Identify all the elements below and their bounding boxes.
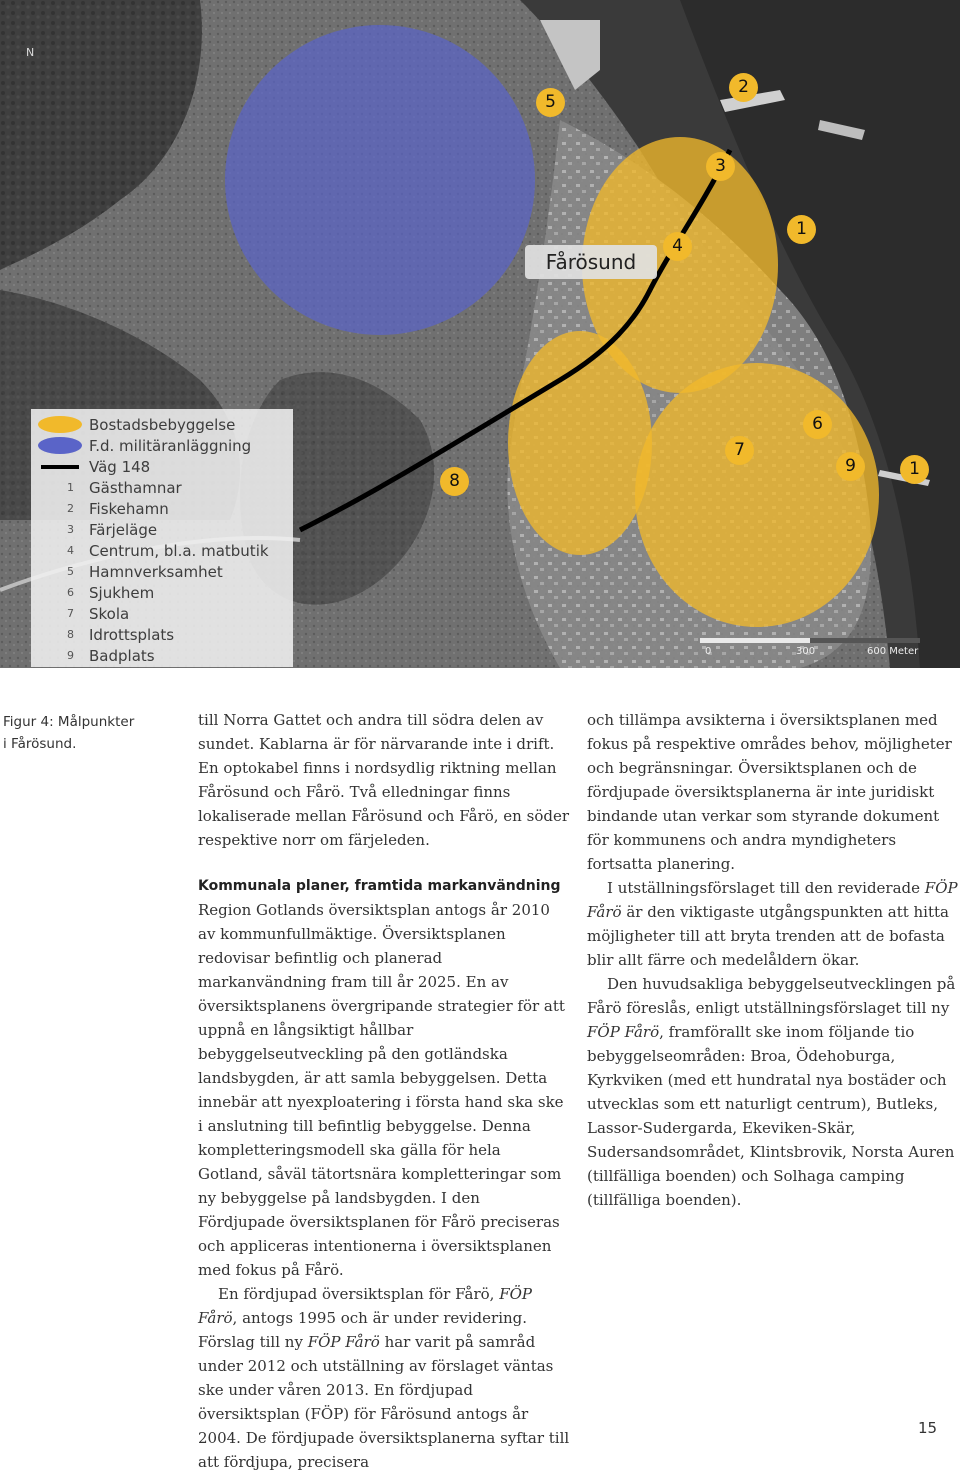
paragraph bbox=[198, 1282, 570, 1474]
marker-4: 4 bbox=[663, 232, 692, 261]
legend-label: Väg 148 bbox=[89, 457, 151, 476]
legend-number: 7 bbox=[67, 607, 74, 620]
legend-label: Idrottsplats bbox=[89, 625, 175, 644]
italic-span: FÖP Fårö bbox=[198, 1285, 532, 1327]
scale-end: 600 Meter bbox=[867, 646, 919, 657]
marker-1-south: 1 bbox=[900, 455, 929, 484]
legend-number: 4 bbox=[67, 544, 74, 557]
legend-label: Fiskehamn bbox=[89, 499, 169, 518]
text-span: Den huvudsakliga bebyggelseutvecklingen på Fårö föreslås, enligt utställningsförslaget till ny bbox=[587, 975, 956, 1017]
legend-label: Centrum, bl.a. matbutik bbox=[89, 541, 269, 560]
paragraph: och tillämpa avsikterna i översiktsplanen med fokus på respektive områdes behov, möjligheter och begränsningar. Översiktsplanen och de fördjupade översiktsplanerna är inte juridiskt bindande utan verkar som styrande dokument för kommunens och andra myndigheters fortsatta planering. bbox=[587, 711, 952, 873]
legend-item bbox=[31, 519, 157, 540]
map-legend bbox=[31, 409, 293, 667]
housing-swatch-icon bbox=[38, 416, 82, 433]
text-column-middle bbox=[198, 708, 570, 1474]
text-span: har varit på samråd under 2012 och utställning av förslaget väntas ske under våren 2013. En fördjupad översiktsplan (FÖP) för Fårösund antogs år 2004. De fördjupade översiktsplanerna syftar till att fördjupa, precisera bbox=[198, 1333, 570, 1471]
page-number: 15 bbox=[918, 1419, 938, 1437]
legend-item-road bbox=[31, 456, 150, 477]
legend-label: Sjukhem bbox=[89, 583, 155, 602]
legend-label: Bostadsbebyggelse bbox=[89, 415, 236, 434]
marker-6: 6 bbox=[803, 410, 832, 439]
legend-item bbox=[31, 477, 182, 498]
legend-item bbox=[31, 498, 169, 519]
marker-7: 7 bbox=[725, 436, 754, 465]
italic-span: FÖP Fårö bbox=[307, 1333, 380, 1351]
legend-number: 8 bbox=[67, 628, 74, 641]
legend-label: Färjeläge bbox=[89, 520, 158, 539]
section-heading: Kommunala planer, framtida markanvändning bbox=[198, 878, 561, 894]
legend-label: Gästhamnar bbox=[89, 478, 182, 497]
legend-number: 3 bbox=[67, 523, 74, 536]
text-column-right bbox=[587, 708, 959, 1212]
scale-mid: 300 bbox=[796, 646, 816, 657]
legend-item bbox=[31, 540, 269, 561]
military-swatch-icon bbox=[38, 437, 82, 454]
marker-2: 2 bbox=[729, 73, 758, 102]
caption-line: i Fårösund. bbox=[3, 736, 77, 752]
legend-number: 5 bbox=[67, 565, 74, 578]
legend-label: F.d. militäranläggning bbox=[89, 436, 252, 455]
road-line-icon bbox=[41, 465, 79, 469]
legend-label: Hamnverksamhet bbox=[89, 562, 223, 581]
figure-caption bbox=[3, 711, 163, 755]
legend-label: Badplats bbox=[89, 646, 155, 665]
text-span: är den viktigaste utgångspunkten att hitta möjligheter till att bryta trenden att de bofasta blir allt färre och medelåldern ökar. bbox=[587, 903, 949, 969]
paragraph: Region Gotlands översiktsplan antogs år 2010 av kommunfullmäktige. Översiktsplanen redovisar befintlig och planerad markanvändning fram till år 2025. En av översiktsplanens övergripande strategier för att uppnå en långsiktigt hållbar bebyggelseutveckling på den gotländska landsbygden, är att samla bebyggelsen. Detta innebär att nyexploatering i första hand ska ske i anslutning till befintlig bebyggelse. Denna kompletteringsmodell ska gälla för hela Gotland, såväl tätortsnära kompletteringar som ny bebyggelse på landsbygden. I den Fördjupade översiktsplanen för Fårö preciseras och appliceras intentionerna i översiktsplanen med fokus på Fårö. bbox=[198, 901, 565, 1279]
paragraph bbox=[587, 972, 959, 1212]
text-span: , framförallt ske inom följande tio bebyggelseområden: Broa, Ödehoburga, Kyrkviken (med ett hundratal nya bostäder och utvecklas som ett naturligt centrum), Butleks, Lassor-Sudergarda, Ekeviken-Skär, Sudersandsområdet, Klintsbrovik, Norsta Auren (tillfälliga boenden) och Solhaga camping (tillfälliga boenden). bbox=[587, 1023, 955, 1209]
legend-item bbox=[31, 624, 174, 645]
legend-item-housing bbox=[31, 414, 235, 435]
legend-item bbox=[31, 603, 129, 624]
text-span: I utställningsförslaget till den reviderade bbox=[607, 879, 925, 897]
paragraph bbox=[587, 876, 959, 972]
legend-item bbox=[31, 645, 155, 666]
legend-number: 2 bbox=[67, 502, 74, 515]
legend-item bbox=[31, 582, 154, 603]
place-label-farosund: Fårösund bbox=[525, 245, 657, 279]
marker-5: 5 bbox=[536, 88, 565, 117]
scale-zero: 0 bbox=[705, 646, 712, 657]
marker-8: 8 bbox=[440, 467, 469, 496]
legend-number: 9 bbox=[67, 649, 74, 662]
caption-line: Figur 4: Målpunkter bbox=[3, 714, 135, 730]
legend-label: Skola bbox=[89, 604, 130, 623]
paragraph: till Norra Gattet och andra till södra delen av sundet. Kablarna är för närvarande inte i drift. En optokabel finns i nordsydlig riktning mellan Fårösund och Fårö. Två elledningar finns lokaliserade mellan Fårösund och Fårö, en söder respektive norr om färjeleden. bbox=[198, 711, 569, 849]
legend-number: 1 bbox=[67, 481, 74, 494]
north-arrow-label: N bbox=[26, 46, 35, 59]
aerial-map bbox=[0, 0, 960, 668]
marker-1-north: 1 bbox=[787, 215, 816, 244]
italic-span: FÖP Fårö bbox=[587, 1023, 660, 1041]
text-span: En fördjupad översiktsplan för Fårö, bbox=[218, 1285, 500, 1303]
marker-3: 3 bbox=[706, 152, 735, 181]
marker-9: 9 bbox=[836, 452, 865, 481]
legend-item-military bbox=[31, 435, 251, 456]
legend-item bbox=[31, 561, 223, 582]
italic-span: FÖP Fårö bbox=[587, 879, 958, 921]
text-span: , antogs 1995 och är under revidering. Förslag till ny bbox=[198, 1309, 528, 1351]
legend-number: 6 bbox=[67, 586, 74, 599]
